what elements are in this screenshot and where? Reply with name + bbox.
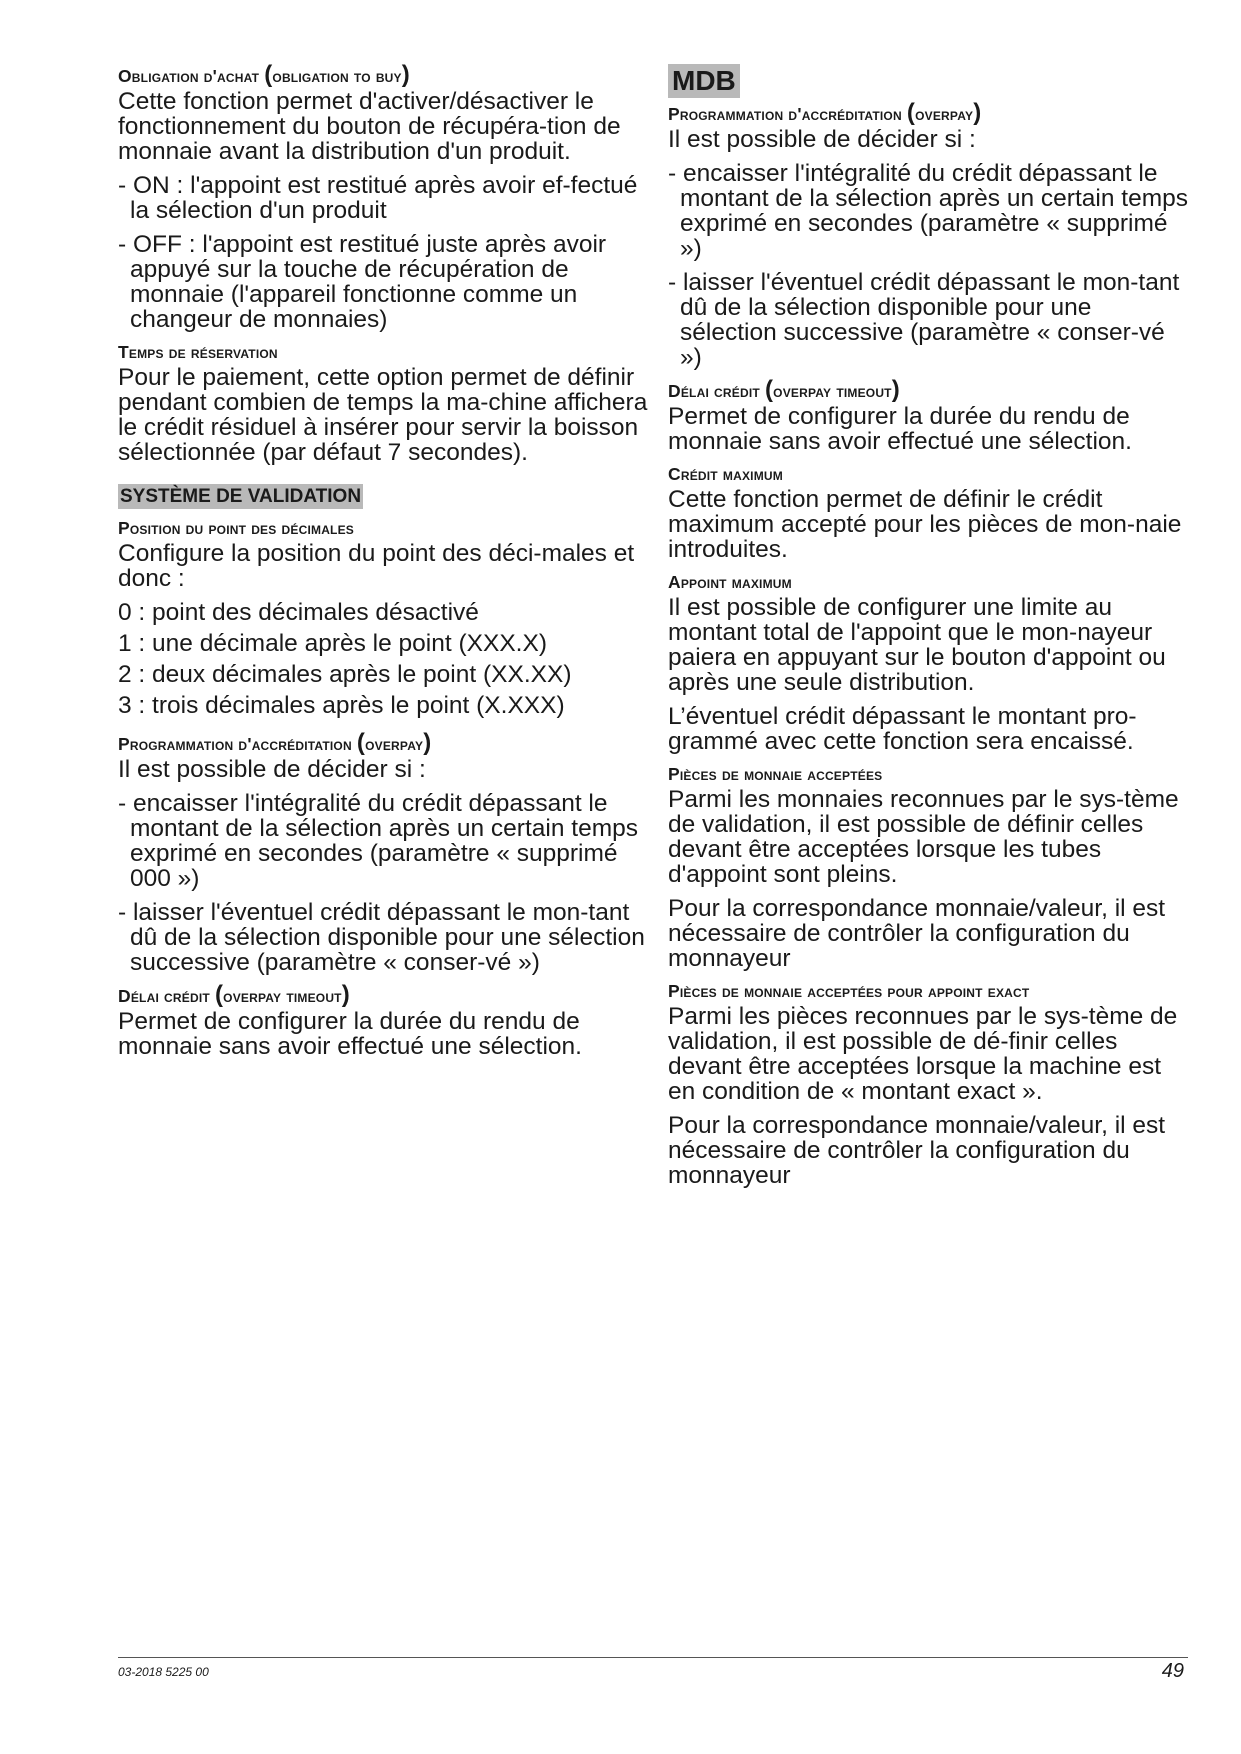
list-item: - ON : l'appoint est restitué après avoir ef-fectué la sélection d'un produit [118,172,638,224]
heading-pieces-acceptees: Pièces de monnaie acceptées [668,764,883,784]
paragraph: Cette fonction permet d'activer/désactiver le fonctionnement du bouton de récupéra-tion de monnaie avant la distribution d'un produit. [118,88,621,165]
paragraph: Pour la correspondance monnaie/valeur, il est nécessaire de contrôler la configuration du monnayeur [668,895,1166,972]
heading-programmation-accreditation: Programmation d'accréditation (overpay) [118,729,432,756]
paragraph: Il est possible de configurer une limite au montant total de l'appoint que le mon-nayeur paiera en appuyant sur le bouton d'appoint ou après une seule distribution. [668,594,1166,696]
paragraph: Pour le paiement, cette option permet de définir pendant combien de temps la ma-chine affichera le crédit résiduel à insérer pour servir la boisson sélectionnée (par défaut 7 secondes). [118,364,648,466]
list-item: - laisser l'éventuel crédit dépassant le mon-tant dû de la sélection disponible pour une sélection successive (paramètre « conser-vé ») [668,269,1180,371]
paragraph: L’éventuel crédit dépassant le montant pro-grammé avec cette fonction sera encaissé. [668,703,1137,755]
paragraph: Permet de configurer la durée du rendu de monnaie sans avoir effectué une sélection. [118,1008,582,1060]
heading-delai-credit: Délai crédit (overpay timeout) [118,981,350,1008]
heading-pieces-appoint-exact: Pièces de monnaie acceptées pour appoint exact [668,981,1030,1001]
paragraph: Pour la correspondance monnaie/valeur, il est nécessaire de contrôler la configuration du monnayeur [668,1112,1166,1189]
list-item: - encaisser l'intégralité du crédit dépassant le montant de la sélection après un certain temps exprimé en secondes (paramètre « supprimé 000 ») [118,790,638,892]
heading-position-decimales: Position du point des décimales [118,518,355,538]
heading-appoint-maximum: Appoint maximum [668,572,792,592]
paragraph: Il est possible de décider si : [668,126,976,153]
section-title-mdb: MDB [668,64,740,98]
heading-temps-reservation: Temps de réservation [118,342,278,362]
footer-divider [118,1657,1188,1658]
heading-obligation-achat: Obligation d'achat (obligation to buy) [118,61,410,88]
left-column [118,61,648,1068]
paragraph: Permet de configurer la durée du rendu de monnaie sans avoir effectué une sélection. [668,403,1132,455]
right-column [668,64,1188,1197]
option-item: 1 : une décimale après le point (XXX.X) [118,630,547,657]
paragraph: Parmi les monnaies reconnues par le sys-tème de validation, il est possible de définir celles devant être acceptées lorsque les tubes d'appoint sont pleins. [668,786,1179,888]
heading-delai-credit: Délai crédit (overpay timeout) [668,376,900,403]
footer-document-code: 03-2018 5225 00 [118,1665,209,1679]
list-item: - encaisser l'intégralité du crédit dépassant le montant de la sélection après un certain temps exprimé en secondes (paramètre « supprimé ») [668,160,1188,262]
heading-credit-maximum: Crédit maximum [668,464,783,484]
page-number: 49 [1161,1660,1184,1682]
list-item: - OFF : l'appoint est restitué juste après avoir appuyé sur la touche de récupération de monnaie (l'appareil fonctionne comme un changeur de monnaies) [118,231,607,333]
option-item: 2 : deux décimales après le point (XX.XX) [118,661,572,688]
heading-programmation-accreditation: Programmation d'accréditation (overpay) [668,99,982,126]
paragraph: Parmi les pièces reconnues par le sys-tème de validation, il est possible de dé-finir celles devant être acceptées lorsque la machine est en condition de « montant exact ». [668,1003,1178,1105]
section-title-systeme-validation: SYSTÈME DE VALIDATION [120,486,362,507]
paragraph: Il est possible de décider si : [118,756,426,783]
paragraph: Configure la position du point des déci-males et donc : [118,540,635,592]
list-item: - laisser l'éventuel crédit dépassant le mon-tant dû de la sélection disponible pour une sélection successive (paramètre « conser-vé ») [118,899,645,976]
option-item: 0 : point des décimales désactivé [118,599,479,626]
paragraph: Cette fonction permet de définir le crédit maximum accepté pour les pièces de mon-naie introduites. [668,486,1182,563]
option-item: 3 : trois décimales après le point (X.XXX) [118,692,565,719]
